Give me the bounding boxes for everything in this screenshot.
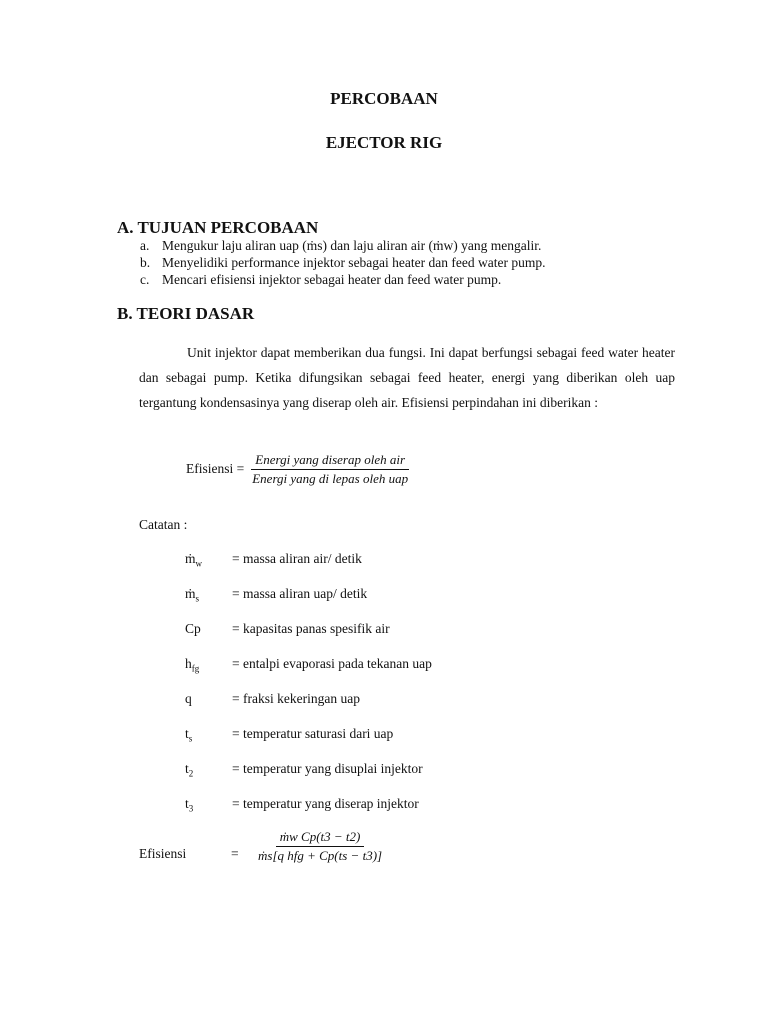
list-marker: b. <box>140 255 151 270</box>
list-item-text: Menyelidiki performance injektor sebagai heater dan feed water pump. <box>162 255 546 270</box>
theory-paragraph: Unit injektor dapat memberikan dua fungsi. Ini dapat berfungsi sebagai feed water heater dan sebagai pump. Ketika difungsikan sebagai feed heater, energi yang diberikan oleh uap tergantung kondensasinya yang diserap oleh air. Efisiensi perpindahan ini diberikan : <box>139 345 675 410</box>
list-marker: c. <box>140 272 150 287</box>
objective-item <box>140 237 541 254</box>
definition-symbol: Cp <box>185 621 201 636</box>
fraction-denominator: ṁs[q hfg + Cp(ts − t3)] <box>258 848 383 863</box>
definition-text: = kapasitas panas spesifik air <box>232 621 390 636</box>
fraction-numerator: Energi yang diserap oleh air <box>251 452 409 470</box>
definition-text: = fraksi kekeringan uap <box>232 691 360 706</box>
definition-symbol: $t_2$ <box>185 761 194 779</box>
definition-text: = temperatur saturasi dari uap <box>232 726 394 741</box>
list-item-text: Mengukur laju aliran uap (ṁs) dan laju aliran air (ṁw) yang mengalir. <box>162 238 542 253</box>
equation-2-label: Efisiensi <box>139 846 187 861</box>
document-subtitle: EJECTOR RIG <box>325 133 443 152</box>
definition-text: = massa aliran uap/ detik <box>232 586 368 601</box>
list-item-text: Mencari efisiensi injektor sebagai heater dan feed water pump. <box>162 272 502 287</box>
objective-item <box>140 271 501 288</box>
efficiency-equation-2 <box>254 829 386 864</box>
equation-label: Efisiensi = <box>186 461 245 477</box>
fraction-denominator: Energi yang di lepas oleh uap <box>252 471 409 486</box>
definition-symbol: $t_3$ <box>185 796 194 814</box>
definition-symbol: ṁ$_s$ <box>185 586 200 604</box>
efficiency-equation-1 <box>186 452 412 487</box>
definition-symbol: $t_s$ <box>185 726 193 744</box>
definition-text: = massa aliran air/ detik <box>232 551 362 566</box>
fraction-numerator: ṁw Cp(t3 − t2) <box>276 829 365 847</box>
section-a-heading: A. TUJUAN PERCOBAAN <box>117 218 319 237</box>
list-marker: a. <box>140 238 150 253</box>
definition-symbol: ṁ$_w$ <box>185 551 203 569</box>
definition-text: = temperatur yang disuplai injektor <box>232 761 423 776</box>
objective-item <box>140 254 545 271</box>
definition-symbol: q <box>185 691 192 706</box>
definition-symbol: $h_{fg}$ <box>185 656 200 674</box>
document-title: PERCOBAAN <box>330 89 438 108</box>
equation-fraction <box>254 829 386 864</box>
equation-fraction <box>248 452 412 487</box>
definition-text: = entalpi evaporasi pada tekanan uap <box>232 656 432 671</box>
definition-text: = temperatur yang diserap injektor <box>232 796 419 811</box>
equation-2-equals: = <box>231 846 239 861</box>
section-b-heading: B. TEORI DASAR <box>117 304 255 323</box>
note-label: Catatan : <box>139 517 188 532</box>
